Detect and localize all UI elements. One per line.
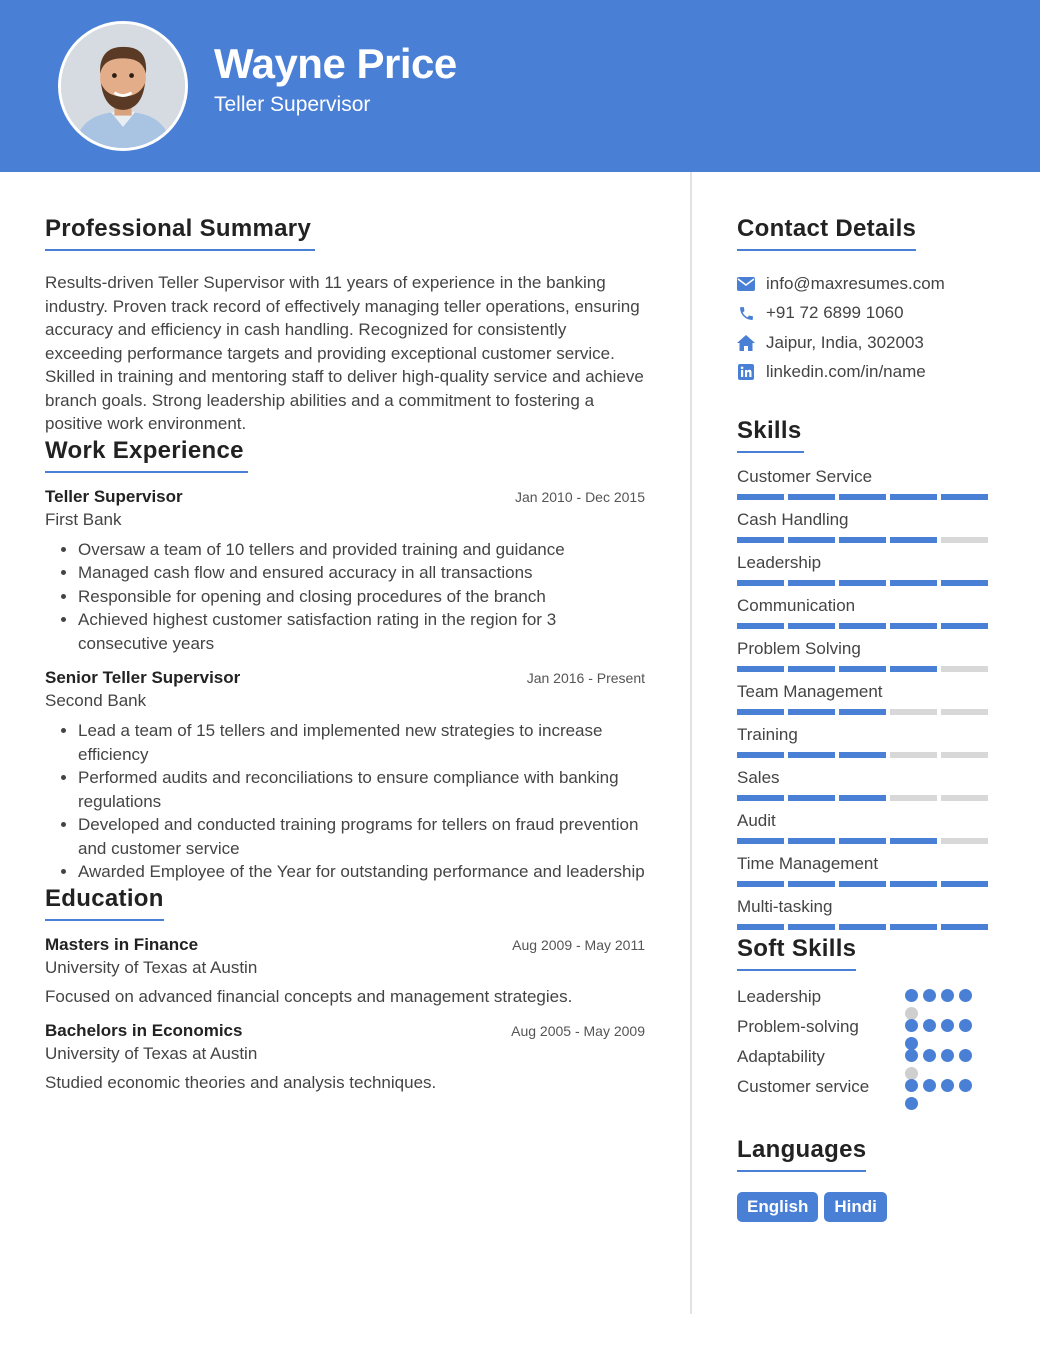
contact-section [737,215,995,387]
soft-skill-name: Problem-solving [737,1017,859,1036]
skill-level-segment [890,666,937,672]
skill-level-bar [737,752,995,758]
degree: Masters in Finance [45,934,199,954]
phone-text: +91 72 6899 1060 [766,303,904,323]
education-date: Aug 2005 - May 2009 [511,1022,645,1039]
skill-level-segment [788,623,835,629]
job-bullets [45,538,645,656]
job-bullet: • Achieved highest customer satisfaction rating in the region for 3 consecutive years [78,608,645,655]
skill-name: Time Management [737,854,879,873]
skill-level-segment [839,881,886,887]
skill-level-segment [890,838,937,844]
job-bullet: • Managed cash flow and ensured accuracy in all transactions [78,561,645,585]
job-entry [45,668,645,884]
skill-level-segment [788,709,835,715]
skill-name: Leadership [737,553,822,572]
skill-level-segment [890,795,937,801]
skill-level-segment [839,924,886,930]
contact-address [737,328,995,358]
candidate-title: Teller Supervisor [214,93,371,116]
skill-level-segment [941,795,988,801]
language-tag: English [737,1192,818,1222]
skill-level-segment [890,709,937,715]
skill-level-segment [839,666,886,672]
skills-heading: Skills [737,417,804,453]
skill-level-segment [788,666,835,672]
skill-name: Training [737,725,798,744]
skill-level-segment [890,881,937,887]
skill-level-segment [737,795,784,801]
address-text: Jaipur, India, 302003 [766,332,924,352]
person-photo-icon [61,24,185,148]
skill-level-segment [839,795,886,801]
skill-item [737,553,995,596]
job-company: First Bank [45,509,122,529]
skill-name: Problem Solving [737,639,861,658]
skills-list [737,467,995,940]
soft-skill-item [737,1077,995,1107]
skill-name: Multi-tasking [737,897,833,916]
skill-level-segment [788,924,835,930]
education-date: Aug 2009 - May 2011 [512,936,645,953]
phone-icon [737,304,755,322]
soft-skills-list [737,987,995,1107]
skill-level-segment [737,881,784,887]
resume-header [0,0,1040,172]
language-tag: Hindi [824,1192,887,1222]
column-divider [690,172,692,1314]
skill-level-segment [788,795,835,801]
summary-text: Results-driven Teller Supervisor with 11 years of experience in the banking industry. Proven track record of effectively managing teller operations, ensuring accuracy and efficiency in cash handling. Recognized for consistently exceeding performance targets and providing exceptional customer service. Skilled in training and mentoring staff to deliver high-quality service and achieve branch goals. Strong leadership abilities and a commitment to fostering a positive work environment. [45,273,644,433]
skill-level-segment [788,838,835,844]
skill-item [737,639,995,682]
home-icon [737,334,755,352]
skill-item [737,682,995,725]
skill-level-segment [737,580,784,586]
soft-skill-item [737,1017,995,1047]
contact-email[interactable] [737,269,995,299]
education-entry [45,935,645,1007]
language-tags [737,1192,995,1222]
skill-level-segment [839,709,886,715]
summary-section [45,215,645,436]
soft-skills-section [737,935,995,1107]
skill-level-segment [737,709,784,715]
school: University of Texas at Austin [45,1043,258,1063]
work-heading: Work Experience [45,437,248,473]
skill-item [737,811,995,854]
skill-level-segment [941,623,988,629]
skill-name: Sales [737,768,780,787]
job-bullets [45,719,645,884]
skill-level-segment [941,666,988,672]
soft-skill-name: Customer service [737,1077,870,1096]
job-date: Jan 2010 - Dec 2015 [515,488,645,505]
job-bullet: • Oversaw a team of 10 tellers and provided training and guidance [78,538,645,562]
email-text: info@maxresumes.com [766,273,945,293]
skill-level-segment [737,494,784,500]
soft-skills-heading: Soft Skills [737,935,856,971]
work-section [45,437,645,884]
rating-dot [959,1019,972,1032]
skill-level-bar [737,623,995,629]
skill-level-segment [788,537,835,543]
skill-item [737,596,995,639]
rating-dot [905,1019,918,1032]
rating-dot [941,1019,954,1032]
skill-level-segment [890,537,937,543]
side-column [737,215,995,1222]
soft-skill-name: Leadership [737,987,822,1006]
skill-level-segment [890,924,937,930]
skill-level-segment [788,494,835,500]
education-heading: Education [45,885,164,921]
skill-level-segment [941,752,988,758]
skill-level-segment [941,924,988,930]
candidate-name: Wayne Price [214,40,457,87]
education-desc: Focused on advanced financial concepts and management strategies. [45,986,573,1006]
contact-phone[interactable] [737,299,995,329]
skill-level-segment [941,494,988,500]
skill-name: Cash Handling [737,510,849,529]
skill-name: Communication [737,596,856,615]
skill-level-segment [890,494,937,500]
skill-level-bar [737,580,995,586]
skill-level-segment [737,666,784,672]
education-entry [45,1021,645,1093]
rating-dot [941,989,954,1002]
profile-photo [58,21,188,151]
skill-level-bar [737,494,995,500]
skill-level-segment [839,537,886,543]
job-bullet: • Performed audits and reconciliations to ensure compliance with banking regulations [78,766,645,813]
skill-level-segment [839,838,886,844]
skill-level-bar [737,881,995,887]
skill-level-bar [737,795,995,801]
skill-level-segment [839,580,886,586]
languages-section [737,1136,995,1222]
skill-level-segment [941,838,988,844]
job-entry [45,487,645,656]
languages-heading: Languages [737,1136,866,1172]
skill-level-segment [941,537,988,543]
job-title: Senior Teller Supervisor [45,668,241,687]
skill-level-segment [737,623,784,629]
rating-dot [905,1049,918,1062]
skills-section [737,417,995,940]
job-date: Jan 2016 - Present [526,670,645,686]
skill-item [737,725,995,768]
skill-level-segment [890,580,937,586]
main-column [45,215,645,1093]
job-bullet: • Awarded Employee of the Year for outstanding performance and leadership [78,860,645,884]
skill-level-segment [941,580,988,586]
soft-skill-rating [905,1079,985,1115]
skill-item [737,510,995,553]
skill-level-bar [737,709,995,715]
skill-name: Team Management [737,682,883,701]
skill-name: Customer Service [737,467,873,486]
rating-dot [905,989,918,1002]
rating-dot [941,1049,954,1062]
job-bullet: • Lead a team of 15 tellers and implemented new strategies to increase efficiency [78,719,645,766]
skill-level-segment [788,580,835,586]
skill-level-bar [737,838,995,844]
skill-level-segment [737,537,784,543]
rating-dot [959,1079,972,1092]
skill-level-segment [788,752,835,758]
skill-level-segment [737,838,784,844]
skill-level-segment [737,752,784,758]
skill-item [737,467,995,510]
skill-item [737,768,995,811]
linkedin-text: linkedin.com/in/name [766,362,926,382]
skill-level-segment [839,752,886,758]
rating-dot [959,989,972,1002]
skill-item [737,854,995,897]
skill-level-segment [890,623,937,629]
skill-level-segment [737,924,784,930]
rating-dot [923,1079,936,1092]
school: University of Texas at Austin [45,957,258,977]
skill-level-segment [941,881,988,887]
skill-level-bar [737,537,995,543]
soft-skill-item [737,1047,995,1077]
rating-dot [959,1049,972,1062]
skill-level-bar [737,666,995,672]
education-desc: Studied economic theories and analysis techniques. [45,1072,437,1092]
summary-heading: Professional Summary [45,215,315,251]
job-bullet: • Responsible for opening and closing procedures of the branch [78,585,645,609]
rating-dot [905,1097,918,1110]
rating-dot [923,989,936,1002]
rating-dot [923,1019,936,1032]
skill-name: Audit [737,811,776,830]
degree: Bachelors in Economics [45,1020,243,1040]
job-title: Teller Supervisor [45,486,183,506]
rating-dot [905,1079,918,1092]
skill-level-bar [737,924,995,930]
skill-level-segment [941,709,988,715]
education-section [45,885,645,1093]
rating-dot [923,1049,936,1062]
soft-skill-name: Adaptability [737,1047,825,1066]
envelope-icon [737,275,755,293]
job-bullet: • Developed and conducted training programs for tellers on fraud prevention and customer service [78,813,645,860]
skill-level-segment [788,881,835,887]
rating-dot [941,1079,954,1092]
skill-item [737,897,995,940]
contact-heading: Contact Details [737,215,916,251]
contact-linkedin[interactable] [737,358,995,388]
linkedin-icon [737,363,755,381]
skill-level-segment [839,623,886,629]
soft-skill-item [737,987,995,1017]
skill-level-segment [839,494,886,500]
job-company: Second Bank [45,691,147,710]
skill-level-segment [890,752,937,758]
